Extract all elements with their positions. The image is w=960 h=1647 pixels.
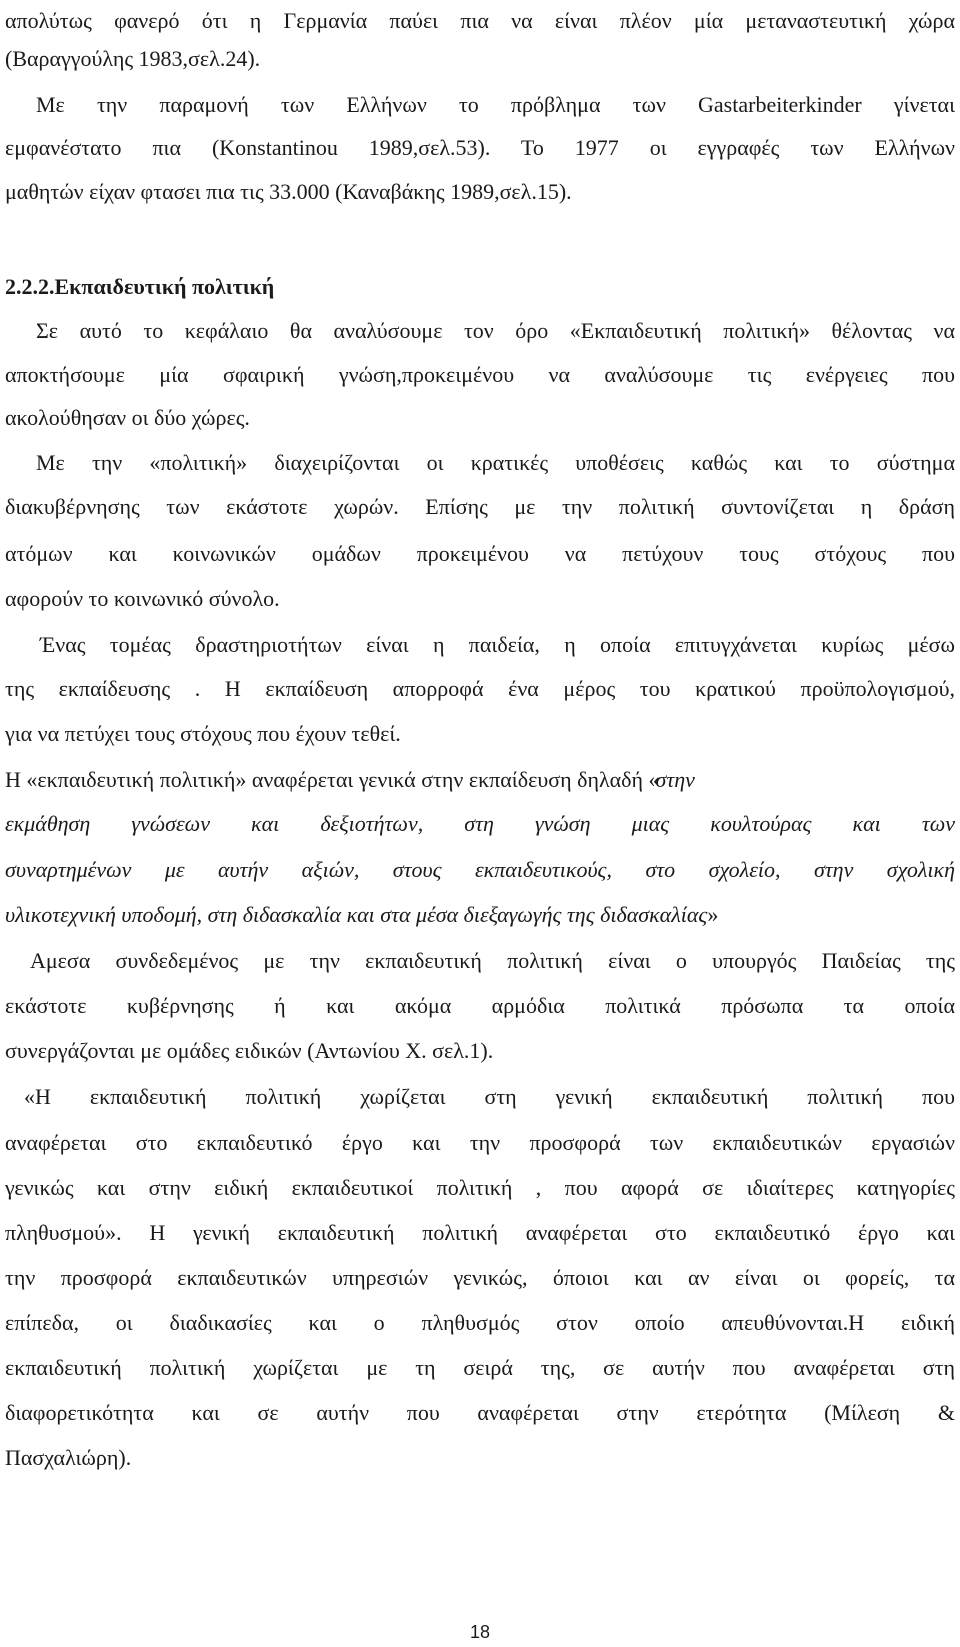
section-heading: 2.2.2.Εκπαιδευτική πολιτική	[5, 274, 275, 299]
paragraph-line: εκπαιδευτική πολιτική χωρίζεται με τη σειρά της, σε αυτήν που αναφέρεται στη	[5, 1355, 955, 1380]
paragraph-line: αποκτήσουμε μία σφαιρική γνώση,προκειμένου να αναλύσουμε τις ενέργειες που	[5, 362, 955, 387]
paragraph-line: συναρτημένων με αυτήν αξιών, στους εκπαιδευτικούς, στο σχολείο, στην σχολική	[5, 857, 955, 882]
paragraph-line: συνεργάζονται με ομάδες ειδικών (Αντωνίου Χ. σελ.1).	[5, 1038, 494, 1063]
paragraph-line: ατόμων και κοινωνικών ομάδων προκειμένου να πετύχουν τους στόχους που	[5, 541, 955, 566]
paragraph-line: Σε αυτό το κεφάλαιο θα αναλύσουμε τον όρο «Εκπαιδευτική πολιτική» θέλοντας να	[36, 318, 955, 343]
paragraph-line: πληθυσμού». Η γενική εκπαιδευτική πολιτική αναφέρεται στο εκπαιδευτικό έργο και	[5, 1220, 955, 1245]
paragraph-line	[5, 900, 955, 930]
paragraph-line: ακολούθησαν οι δύο χώρες.	[5, 405, 250, 430]
paragraph-line: (Βαραγγούλης 1983,σελ.24).	[5, 46, 261, 71]
paragraph-line: μαθητών είχαν φτασει πια τις 33.000 (Καναβάκης 1989,σελ.15).	[5, 179, 572, 204]
paragraph-line: Με την παραμονή των Ελλήνων το πρόβλημα των Gastarbeiterkinder γίνεται	[36, 92, 955, 117]
paragraph-line: της εκπαίδευσης . Η εκπαίδευση απορροφά ένα μέρος του κρατικού προϋπολογισμού,	[5, 676, 955, 701]
paragraph-line: την προσφορά εκπαιδευτικών υπηρεσιών γενικώς, όποιοι και αν είναι οι φορείς, τα	[5, 1265, 955, 1290]
paragraph-line: «Η εκπαιδευτική πολιτική χωρίζεται στη γενική εκπαιδευτική πολιτική που	[24, 1084, 955, 1109]
quote-text: υλικοτεχνική υποδομή, στη διδασκαλία και στα μέσα διεξαγωγής της διδασκαλίας	[5, 902, 708, 927]
quote-end: »	[707, 902, 719, 927]
paragraph-line: Ένας τομέας δραστηριοτήτων είναι η παιδεία, η οποία επιτυγχάνεται κυρίως μέσω	[40, 632, 955, 657]
paragraph-line: γενικώς και στην ειδική εκπαιδευτικοί πολιτική , που αφορά σε ιδιαίτερες κατηγορίες	[5, 1175, 955, 1200]
paragraph-line: εκάστοτε κυβέρνησης ή και ακόμα αρμόδια πολιτικά πρόσωπα τα οποία	[5, 993, 955, 1018]
text-span: Η «εκπαιδευτική πολιτική» αναφέρεται γενικά στην εκπαίδευση δηλαδή «	[5, 767, 660, 792]
paragraph-line: εκμάθηση γνώσεων και δεξιοτήτων, στη γνώση μιας κουλτούρας και των	[5, 811, 955, 836]
paragraph-line: διαφορετικότητα και σε αυτήν που αναφέρεται στην ετερότητα (Μίλεση &	[5, 1400, 955, 1425]
paragraph-line: αφορούν το κοινωνικό σύνολο.	[5, 586, 280, 611]
paragraph-line: για να πετύχει τους στόχους που έχουν τεθεί.	[5, 721, 401, 746]
paragraph-line: επίπεδα, οι διαδικασίες και ο πληθυσμός στον οποίο απευθύνονται.Η ειδική	[5, 1310, 955, 1335]
paragraph-line: απολύτως φανερό ότι η Γερμανία παύει πια να είναι πλέον μία μεταναστευτική χώρα	[5, 8, 955, 33]
paragraph-line: διακυβέρνησης των εκάστοτε χωρών. Επίσης με την πολιτική συντονίζεται η δράση	[5, 494, 955, 519]
page-number: 18	[469, 1622, 491, 1642]
paragraph-line: Με την «πολιτική» διαχειρίζονται οι κρατικές υποθέσεις καθώς και το σύστημα	[36, 450, 955, 475]
paragraph-line: εμφανέστατο πια (Konstantinou 1989,σελ.53). Το 1977 οι εγγραφές των Ελλήνων	[5, 135, 955, 160]
paragraph-line: αναφέρεται στο εκπαιδευτικό έργο και την προσφορά των εκπαιδευτικών εργασιών	[5, 1130, 955, 1155]
paragraph-line: Πασχαλιώρη).	[5, 1445, 132, 1470]
paragraph-line	[5, 765, 955, 795]
quote-start: στην	[655, 767, 695, 792]
paragraph-line: Αμεσα συνδεδεμένος με την εκπαιδευτική πολιτική είναι ο υπουργός Παιδείας της	[30, 948, 955, 973]
